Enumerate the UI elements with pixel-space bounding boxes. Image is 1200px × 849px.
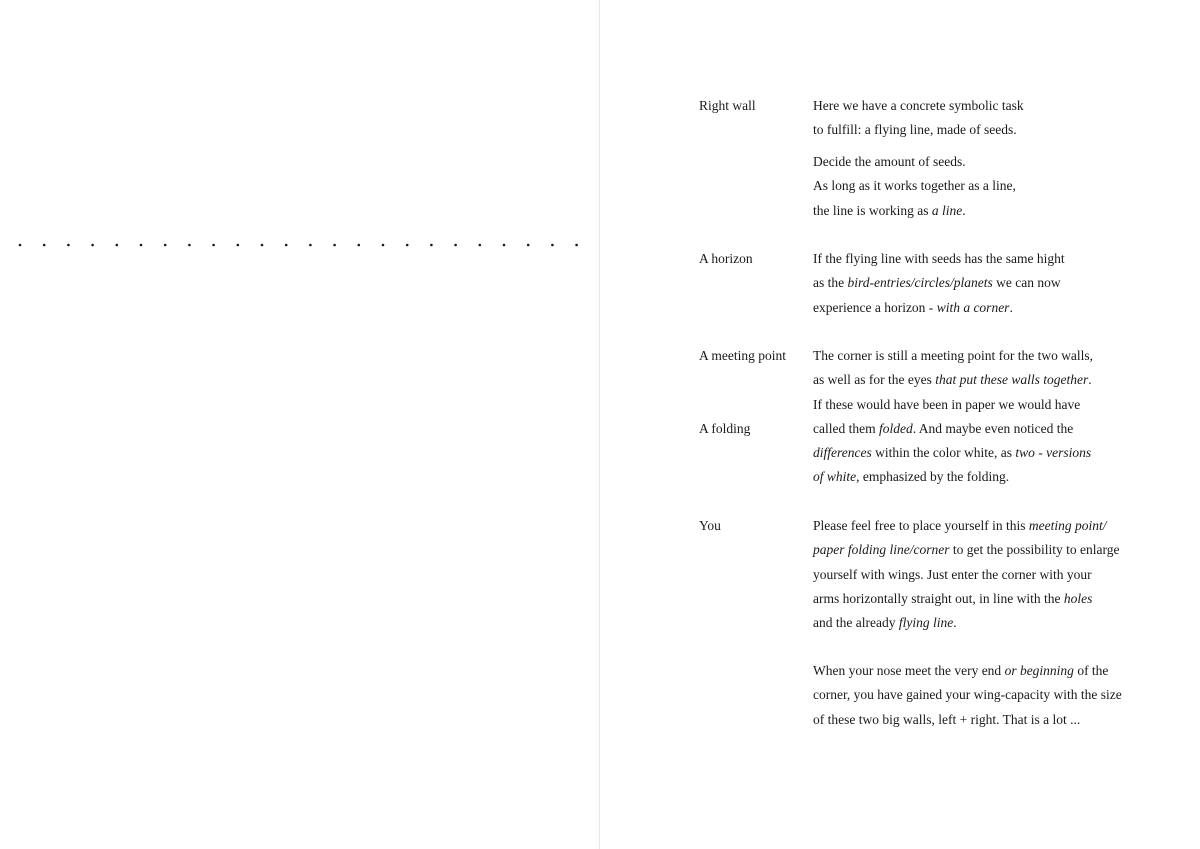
text-line: [813, 174, 1113, 198]
text-line: [813, 563, 1113, 587]
italic-run: or beginning: [1004, 663, 1074, 678]
text-line: [813, 247, 1113, 271]
text-run: . And maybe even noticed the: [912, 420, 1074, 436]
text-run: .: [962, 202, 966, 218]
text-run: Decide the amount of seeds.: [813, 154, 966, 169]
text-line: [813, 587, 1113, 611]
seed-dot: [358, 244, 361, 247]
seed-dot: [212, 244, 215, 247]
text-run: The corner is still a meeting point for the two walls,: [813, 348, 1094, 363]
seed-dot: [527, 244, 530, 247]
text-run: experience a horizon -: [813, 299, 937, 315]
label-you: You: [699, 518, 721, 533]
seed-dot: [164, 244, 167, 247]
italic-run: with a corner: [936, 299, 1010, 315]
seed-dot: [67, 244, 70, 247]
italic-run: that put these walls together: [935, 372, 1089, 388]
text-line: [813, 368, 1113, 392]
text-run: If these would have been in paper we would have: [813, 396, 1081, 412]
seed-dot: [454, 244, 457, 247]
text-line: [813, 538, 1120, 562]
italic-run: paper folding line/corner: [813, 542, 950, 558]
seed-dot: [382, 244, 385, 247]
text-run: called them: [813, 420, 879, 436]
paragraph-you-1: [813, 514, 1120, 635]
paragraph-you-2: [813, 659, 1122, 732]
text-line: [813, 611, 1113, 635]
seed-dot: [91, 244, 94, 247]
text-run: of these two big walls, left + right. That is a lot ...: [813, 711, 1081, 727]
seed-dot: [503, 244, 506, 247]
text-line: [813, 514, 1113, 538]
seed-dot: [406, 244, 409, 247]
text-line: [813, 417, 1113, 441]
text-line: [813, 683, 1122, 707]
text-run: As long as it works together as a line,: [813, 178, 1016, 194]
seed-dot: [309, 244, 312, 247]
seed-dot: [140, 244, 143, 247]
italic-run: holes: [1063, 590, 1093, 606]
text-line: [813, 296, 1113, 320]
label-a-folding: A folding: [699, 421, 751, 436]
text-run: Please feel free to place yourself in this: [813, 518, 1029, 533]
text-line: [813, 465, 1113, 489]
seed-dot: [285, 244, 288, 247]
left-page: [0, 0, 599, 849]
seed-dot: [188, 244, 191, 247]
text-run: as well as for the eyes: [813, 372, 936, 388]
paragraph-a-meeting-point: [813, 344, 1113, 490]
italic-run: differences: [813, 445, 872, 461]
seed-dot: [333, 244, 336, 247]
text-run: .: [1009, 299, 1013, 315]
text-run: .: [1088, 372, 1092, 388]
text-run: .: [953, 615, 957, 631]
text-run: to fulfill: a flying line, made of seeds.: [813, 122, 1017, 138]
text-line: [813, 271, 1113, 295]
text-run: to get the possibility to enlarge: [949, 542, 1120, 558]
paragraph-a-horizon: [813, 247, 1113, 320]
flying-seed-line: [0, 236, 599, 252]
italic-run: bird-entries/circles/planets: [847, 275, 993, 291]
italic-run: meeting point/: [1028, 518, 1107, 533]
text-line: [813, 94, 1113, 118]
seed-dot: [261, 244, 264, 247]
text-line: [813, 150, 1113, 174]
text-run: If the flying line with seeds has the same hight: [813, 251, 1065, 266]
italic-run: folded: [878, 420, 913, 436]
text-run: When your nose meet the very end: [813, 663, 1005, 678]
text-run: within the color white, as: [871, 445, 1016, 461]
text-run: corner, you have gained your wing-capacity with the size: [813, 687, 1122, 703]
seed-dot: [43, 244, 46, 247]
seed-dot: [430, 244, 433, 247]
label-a-meeting-point: A meeting point: [699, 348, 786, 363]
label-right-wall: Right wall: [699, 98, 756, 113]
text-line: [813, 118, 1113, 142]
italic-run: of white: [813, 469, 857, 485]
text-run: of the: [1073, 663, 1109, 678]
italic-run: a line: [931, 202, 963, 218]
paragraph-right-wall-1: [813, 94, 1113, 143]
right-page: [600, 0, 1200, 849]
text-line: [813, 344, 1113, 368]
seed-dots: [0, 236, 599, 252]
text-run: yourself with wings. Just enter the corner with your: [813, 566, 1092, 582]
text-run: we can now: [992, 275, 1061, 291]
seed-dot: [575, 244, 578, 247]
text-run: , emphasized by the folding.: [856, 469, 1010, 485]
italic-run: two - versions: [1015, 445, 1092, 461]
paragraph-right-wall-2: [813, 150, 1113, 223]
text-run: as the: [813, 275, 848, 291]
text-run: Here we have a concrete symbolic task: [813, 98, 1024, 113]
seed-dot: [19, 244, 22, 247]
italic-run: flying line: [898, 615, 954, 631]
text-line: [813, 441, 1113, 465]
seed-dot: [551, 244, 554, 247]
text-run: and the already: [813, 615, 899, 631]
seed-dot: [116, 244, 119, 247]
seed-dot: [237, 244, 240, 247]
seed-dot: [479, 244, 482, 247]
text-line: [813, 708, 1113, 732]
label-a-horizon: A horizon: [699, 251, 753, 266]
text-line: [813, 659, 1113, 683]
text-run: arms horizontally straight out, in line with the: [813, 590, 1064, 606]
text-line: [813, 393, 1113, 417]
text-line: [813, 199, 1113, 223]
text-run: the line is working as: [813, 202, 932, 218]
